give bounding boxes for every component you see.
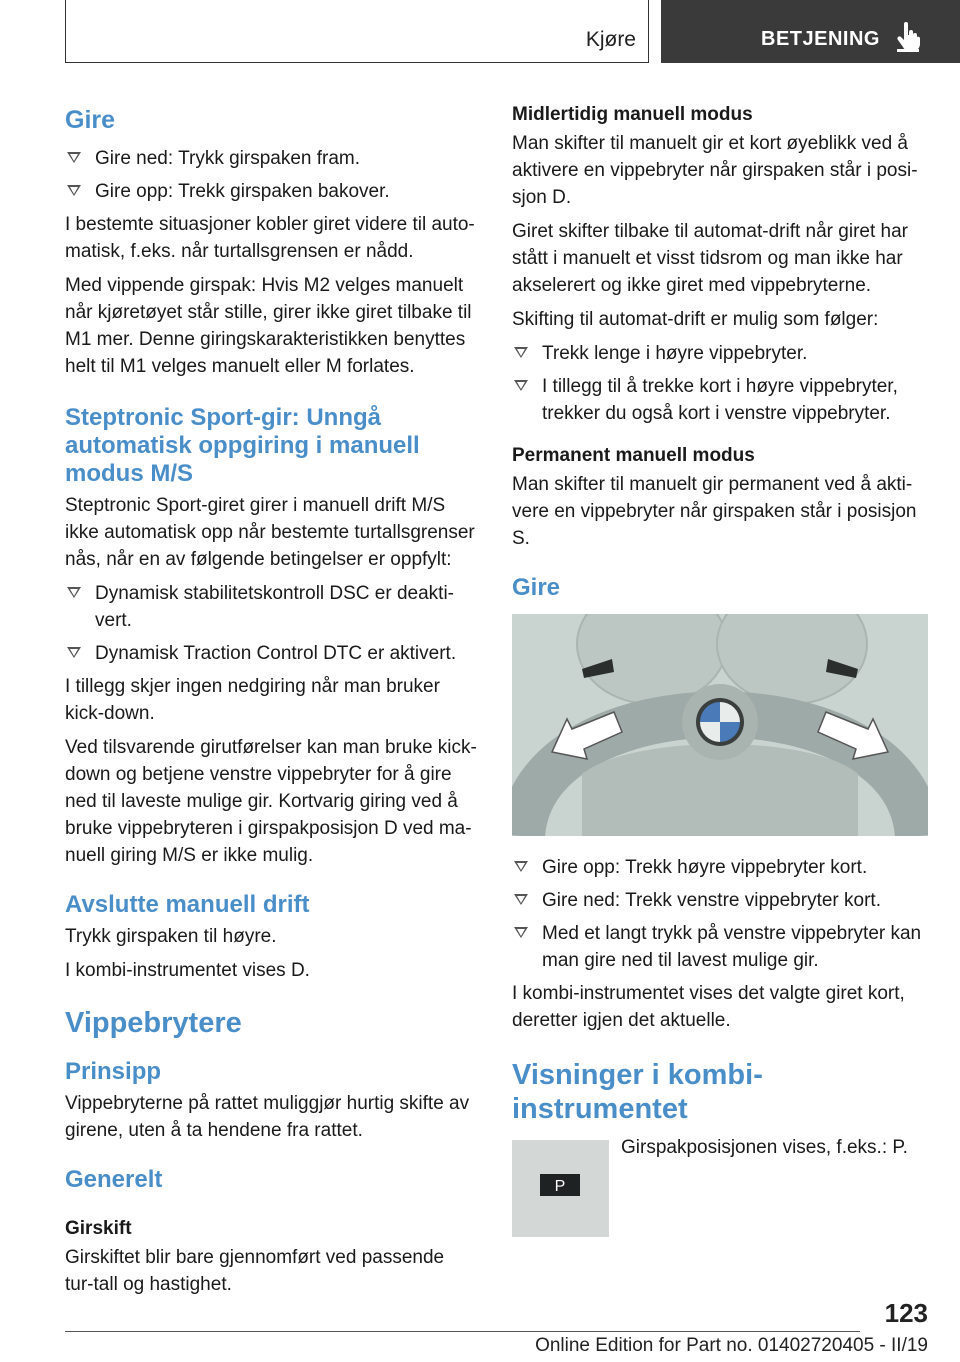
list-item: Dynamisk stabilitetskontroll DSC er deakti-vert. bbox=[65, 580, 477, 634]
paragraph: I kombi-instrumentet vises D. bbox=[65, 960, 310, 981]
bullet-triangle-icon bbox=[514, 380, 528, 391]
right-column bbox=[512, 100, 928, 1240]
permanent-heading: Permanent manuell modus bbox=[512, 445, 755, 466]
list-item: Gire ned: Trykk girspaken fram. bbox=[65, 145, 477, 172]
bullet-triangle-icon bbox=[514, 861, 528, 872]
bullet-triangle-icon bbox=[67, 587, 81, 598]
svg-text:P: P bbox=[554, 1178, 566, 1195]
footer-divider bbox=[65, 1331, 860, 1332]
display-example bbox=[512, 1137, 928, 1240]
footer-edition: Online Edition for Part no. 01402720405 - II/19 bbox=[535, 1335, 928, 1356]
steering-wheel-illustration bbox=[512, 614, 928, 836]
paragraph: Trykk girspaken til høyre. bbox=[65, 926, 277, 947]
paragraph: Vippebryterne på rattet muliggjør hurtig skifte av girene, uten å ta hendene fra rattet. bbox=[65, 1093, 470, 1141]
paragraph: Skifting til automat-drift er mulig som følger: bbox=[512, 309, 879, 330]
header-chapter-box bbox=[661, 0, 960, 63]
header-section-title: Kjøre bbox=[585, 28, 636, 51]
bullet-triangle-icon bbox=[67, 647, 81, 658]
steptronic-heading: Steptronic Sport-gir: Unngå automatisk oppgiring i manuell modus M/S bbox=[65, 404, 420, 487]
left-column bbox=[65, 100, 477, 1305]
midlertidig-heading: Midlertidig manuell modus bbox=[512, 104, 753, 125]
list-item: Trekk lenge i høyre vippebryter. bbox=[512, 340, 928, 367]
list-item: Gire opp: Trekk girspaken bakover. bbox=[65, 178, 477, 205]
visninger-heading: Visninger i kombi-instrumentet bbox=[512, 1059, 763, 1125]
header-chapter-title: BETJENING bbox=[761, 28, 880, 50]
avslutte-heading: Avslutte manuell drift bbox=[65, 891, 310, 918]
paragraph: Man skifter til manuelt gir permanent ved å akti-vere en vippebryter når girspaken står i posisjon S. bbox=[512, 474, 917, 549]
list-item: I tillegg til å trekke kort i høyre vippebryter, trekker du også kort i venstre vippebryter. bbox=[512, 373, 928, 427]
bullet-triangle-icon bbox=[514, 927, 528, 938]
bullet-triangle-icon bbox=[514, 347, 528, 358]
list-item: Dynamisk Traction Control DTC er aktivert. bbox=[65, 640, 477, 667]
paragraph: I tillegg skjer ingen nedgiring når man bruker kick-down. bbox=[65, 676, 440, 724]
paragraph: Med vippende girspak: Hvis M2 velges manuelt når kjøretøyet står stille, girer ikke giret tilbake til M1 mer. Denne giringskarakteristikken benyttes helt til M1 velges manuelt eller M forlates. bbox=[65, 275, 472, 377]
list-item: Gire ned: Trekk venstre vippebryter kort. bbox=[512, 887, 928, 914]
hand-pointer-icon bbox=[895, 22, 921, 52]
page-number: 123 bbox=[884, 1298, 928, 1328]
generelt-heading: Generelt bbox=[65, 1166, 163, 1193]
paragraph: Ved tilsvarende girutførelser kan man bruke kick-down og betjene venstre vippebryter for å gire ned til laveste mulige gir. Kortvarig giring ved å bruke vippebryteren i girspakposisjon D ved ma-nuell giring M/S er ikke mulig. bbox=[65, 737, 477, 866]
list-item: Med et langt trykk på venstre vippebryter kan man gire ned til lavest mulige gir. bbox=[512, 920, 928, 974]
gire-right-heading: Gire bbox=[512, 574, 561, 601]
display-caption: Girspakposisjonen vises, f.eks.: P. bbox=[621, 1137, 908, 1158]
steptronic-list bbox=[65, 580, 477, 667]
paragraph: Man skifter til manuelt gir et kort øyeblikk ved å aktivere en vippebryter når girspaken står i posi-sjon D. bbox=[512, 133, 918, 208]
gire-right-list bbox=[512, 854, 928, 974]
paragraph: I kombi-instrumentet vises det valgte giret kort, deretter igjen det aktuelle. bbox=[512, 983, 905, 1031]
display-image bbox=[512, 1140, 609, 1237]
bullet-triangle-icon bbox=[514, 894, 528, 905]
paragraph: I bestemte situasjoner kobler giret videre til auto-matisk, f.eks. når turtallsgrensen er nådd. bbox=[65, 214, 475, 262]
vippebrytere-heading: Vippebrytere bbox=[65, 1007, 242, 1039]
bullet-triangle-icon bbox=[67, 152, 81, 163]
paragraph: Steptronic Sport-giret girer i manuell drift M/S ikke automatisk opp når bestemte turtallsgrenser nås, når en av følgende betingelser er oppfylt: bbox=[65, 495, 475, 570]
gire-list bbox=[65, 145, 477, 205]
prinsipp-heading: Prinsipp bbox=[65, 1058, 162, 1085]
list-item: Gire opp: Trekk høyre vippebryter kort. bbox=[512, 854, 928, 881]
bullet-triangle-icon bbox=[67, 185, 81, 196]
header-section-box bbox=[65, 0, 649, 63]
gear-display-p-icon bbox=[512, 1140, 609, 1237]
girskift-heading: Girskift bbox=[65, 1218, 132, 1239]
paragraph: Giret skifter tilbake til automat-drift når giret har stått i manuelt et visst tidsrom og man ikke har akselerert og ikke giret med vippebryterne. bbox=[512, 221, 908, 296]
gire-heading: Gire bbox=[65, 106, 116, 134]
paragraph: Girskiftet blir bare gjennomført ved passende tur-tall og hastighet. bbox=[65, 1247, 445, 1295]
midlertidig-list bbox=[512, 340, 928, 427]
